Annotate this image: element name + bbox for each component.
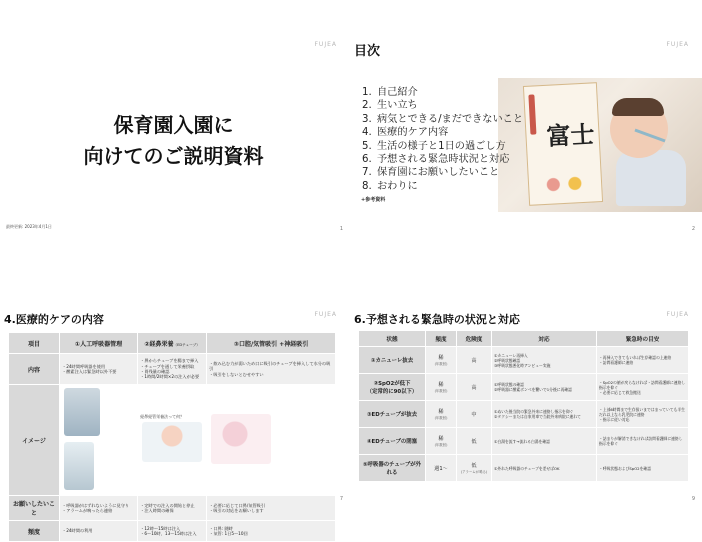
freq-value: 稀 — [438, 355, 444, 361]
table-header-row — [9, 333, 336, 354]
baby-body — [616, 150, 686, 206]
risk-cell: 高 — [457, 374, 492, 401]
freq-value: 稀 — [438, 409, 444, 415]
toc-item — [362, 86, 523, 99]
toc-item — [362, 166, 523, 179]
action-cell: ①呼吸状態の確認 ②呼吸器に酸素ボンベを繋いで1分後に再確認 — [492, 374, 597, 401]
brand-logo: FUJEA — [666, 311, 689, 318]
toc-num: 1. — [362, 87, 372, 98]
image-caption: 経鼻経管栄養法って何？ — [140, 414, 185, 419]
header-cell: 項目 — [9, 333, 60, 354]
baby-photo — [498, 78, 702, 212]
toc-num: 7. — [362, 167, 372, 179]
criteria-cell: ・上部6時間まで生存扱いまではまっていても半生だれ以上なら乳児院に連絡 ・指示に従い対応 — [597, 401, 689, 428]
table-cell: ・24時間の利用 — [60, 521, 138, 542]
toc-item — [362, 153, 523, 166]
hospital-illustration — [64, 442, 94, 490]
row-label: お願いしたいこと — [9, 496, 60, 521]
freq-cell — [426, 374, 457, 401]
toc-item — [362, 140, 523, 153]
header-note: （EDチューブ） — [173, 342, 200, 347]
suction-illustration — [211, 414, 271, 464]
header-cell: 対応 — [492, 331, 597, 347]
toc-label: 生い立ち — [377, 100, 418, 112]
criteria-cell: ・詰まりが解消できなければ訪問看護師に連絡し指示を仰ぐ — [597, 428, 689, 455]
header-cell: ①人工呼吸器管理 — [60, 333, 138, 354]
toc-item — [362, 113, 523, 126]
table-row — [359, 428, 689, 455]
toc-num: 4. — [362, 127, 372, 139]
page-number: 7 — [339, 496, 343, 502]
risk-cell — [457, 455, 492, 482]
row-label: 頻度 — [9, 521, 60, 542]
state-cell: ④EDチューブの閉塞 — [359, 428, 426, 455]
toc-label: 病気とできる/まだできないこと — [377, 113, 524, 125]
action-cell: ①カニューレ再挿入 ②呼吸状態確認 ③呼吸状態悪化時アンビュー実施 — [492, 347, 597, 374]
table-cell: ・必要に応じて口鼻/気管吸引 ・吸引の対応をお願いします — [207, 496, 336, 521]
table-row — [9, 496, 336, 521]
table-cell: ・24時間呼吸器を使用 ・酸素注入は緊急時以外不要 — [60, 354, 138, 385]
toc-item — [362, 99, 523, 112]
table-cell: ・12時〜15時は注入 ・6〜10時、13〜15時は注入 — [138, 521, 207, 542]
medical-care-table — [8, 332, 336, 542]
slide-heading: 6.予想される緊急時の状況と対応 — [354, 313, 520, 326]
title-line-1: 保育園入園に — [113, 113, 234, 137]
toc-num: 2. — [362, 100, 372, 112]
toc-label: 生活の様子と1日の過ごし方 — [377, 140, 506, 152]
reference-note: +参考資料 — [361, 197, 386, 203]
slide-toc[interactable] — [350, 38, 699, 234]
action-cell: ①外れた呼吸器のチューブを差せばOK — [492, 455, 597, 482]
toc-num: 6. — [362, 154, 372, 166]
page-number: 2 — [691, 226, 695, 232]
slide-title[interactable] — [0, 38, 347, 234]
table-cell: ・口鼻: 随時 ・気管: 1日5〜10回 — [207, 521, 336, 542]
table-cell: ・飲み込む力が弱いため口に吸引のチューブを挿入して水分の吸引 ・吸引をしないとむせやすい — [207, 354, 336, 385]
toc-item — [362, 180, 523, 193]
toc-label: 自己紹介 — [377, 87, 418, 98]
risk-cell: 中 — [457, 401, 492, 428]
ventilator-image — [60, 385, 138, 496]
state-cell: ③EDチューブが抜去 — [359, 401, 426, 428]
baby-figure — [602, 94, 694, 206]
slide-heading: 4.医療的ケアの内容 — [4, 313, 104, 326]
toc-num: 3. — [362, 113, 372, 125]
freq-cell: 週1〜 — [426, 455, 457, 482]
toc-item — [362, 126, 523, 139]
table-row — [359, 401, 689, 428]
decoration — [528, 94, 536, 134]
table-row-images — [9, 385, 336, 496]
slide-heading: 目次 — [354, 44, 381, 59]
criteria-cell: ・呼吸状態およびSpO2を確認 — [597, 455, 689, 482]
criteria-cell: ・SpO2の値が戻らなければ・訪問看護師に連絡し指示を仰ぐ ・必要に応じて救急搬送 — [597, 374, 689, 401]
ventilator-illustration — [64, 388, 100, 436]
risk-cell: 高 — [457, 347, 492, 374]
header-cell — [138, 333, 207, 354]
brand-logo: FUJEA — [666, 41, 689, 48]
freq-note: (年数回) — [434, 443, 448, 447]
page-number: 1 — [339, 226, 343, 232]
header-cell: 緊急時の目安 — [597, 331, 689, 347]
state-cell: ②SpO2が低下 （定常的に90以下） — [359, 374, 426, 401]
brand-logo: FUJEA — [314, 311, 337, 318]
action-cell: ①ぬいた後当院の緊急外来に連絡し指示を仰ぐ ②タクシーまたは自家用車で当院外来病院に連れて — [492, 401, 597, 428]
name-card-image — [523, 82, 603, 206]
slide-medical-care[interactable] — [0, 308, 347, 536]
emergency-table — [358, 330, 689, 482]
table-cell: ・呼吸器がはずれないように見守り ・アラームが鳴ったら連絡 — [60, 496, 138, 521]
feeding-illustration — [142, 422, 202, 462]
freq-value: 稀 — [438, 382, 444, 388]
freq-cell — [426, 428, 457, 455]
freq-value: 稀 — [438, 436, 444, 442]
row-label: 内容 — [9, 354, 60, 385]
toc-label: 保育園にお願いしたいこと — [377, 167, 500, 179]
brand-logo: FUJEA — [314, 41, 337, 48]
risk-value: 低 — [471, 463, 477, 469]
table-row — [359, 347, 689, 374]
baby-hair — [612, 98, 664, 116]
flower-decoration — [537, 172, 592, 197]
table-row — [359, 455, 689, 482]
toc-label: おわりに — [377, 180, 418, 192]
suction-image — [207, 385, 336, 496]
table-row — [9, 354, 336, 385]
header-cell: 危険度 — [457, 331, 492, 347]
name-card-text: 富士 — [545, 119, 596, 151]
toc-list — [362, 86, 523, 193]
risk-note: (アラームが鳴る) — [460, 470, 488, 474]
presentation-title — [0, 110, 347, 172]
freq-cell — [426, 347, 457, 374]
row-label: イメージ — [9, 385, 60, 496]
freq-note: (年数回) — [434, 416, 448, 420]
toc-num: 5. — [362, 140, 372, 152]
table-cell: ・定時での注入の開始と停止 ・注入時間の確保 — [138, 496, 207, 521]
table-row — [9, 521, 336, 542]
table-header-row — [359, 331, 689, 347]
table-cell: ・鼻からチューブを腸まで挿入 ・チューブを通して栄養摂取 ・胃残量の確認 ・1時間/2時間×2の注入が必要 — [138, 354, 207, 385]
table-row — [359, 374, 689, 401]
criteria-cell: ・再挿入できてもいれば生存確認の上連絡 ・訪問看護師に連絡 — [597, 347, 689, 374]
header-cell: 状態 — [359, 331, 426, 347]
freq-note: (年数回) — [434, 389, 448, 393]
page-number: 9 — [691, 496, 695, 502]
slide-emergency[interactable] — [350, 308, 699, 504]
action-cell: ①白湯を流す→流れる白湯を確認 — [492, 428, 597, 455]
feeding-image — [138, 385, 207, 496]
freq-cell — [426, 401, 457, 428]
freq-note: (年数回) — [434, 362, 448, 366]
risk-cell: 低 — [457, 428, 492, 455]
header-cell: 頻度 — [426, 331, 457, 347]
header-cell: ③口腔/気管吸引 +神経吸引 — [207, 333, 336, 354]
toc-label: 予想される緊急時状況と対応 — [377, 154, 510, 166]
state-cell: ①カニューレ抜去 — [359, 347, 426, 374]
toc-label: 医療的ケア内容 — [377, 127, 449, 139]
header-label: ②経鼻栄養 — [144, 340, 174, 348]
title-line-2: 向けてのご説明資料 — [83, 144, 264, 168]
date-note: 最終更新: 2023年4月1日 — [6, 224, 52, 229]
state-cell: ⑤呼吸器のチューブが外れる — [359, 455, 426, 482]
toc-num: 8. — [362, 180, 372, 192]
